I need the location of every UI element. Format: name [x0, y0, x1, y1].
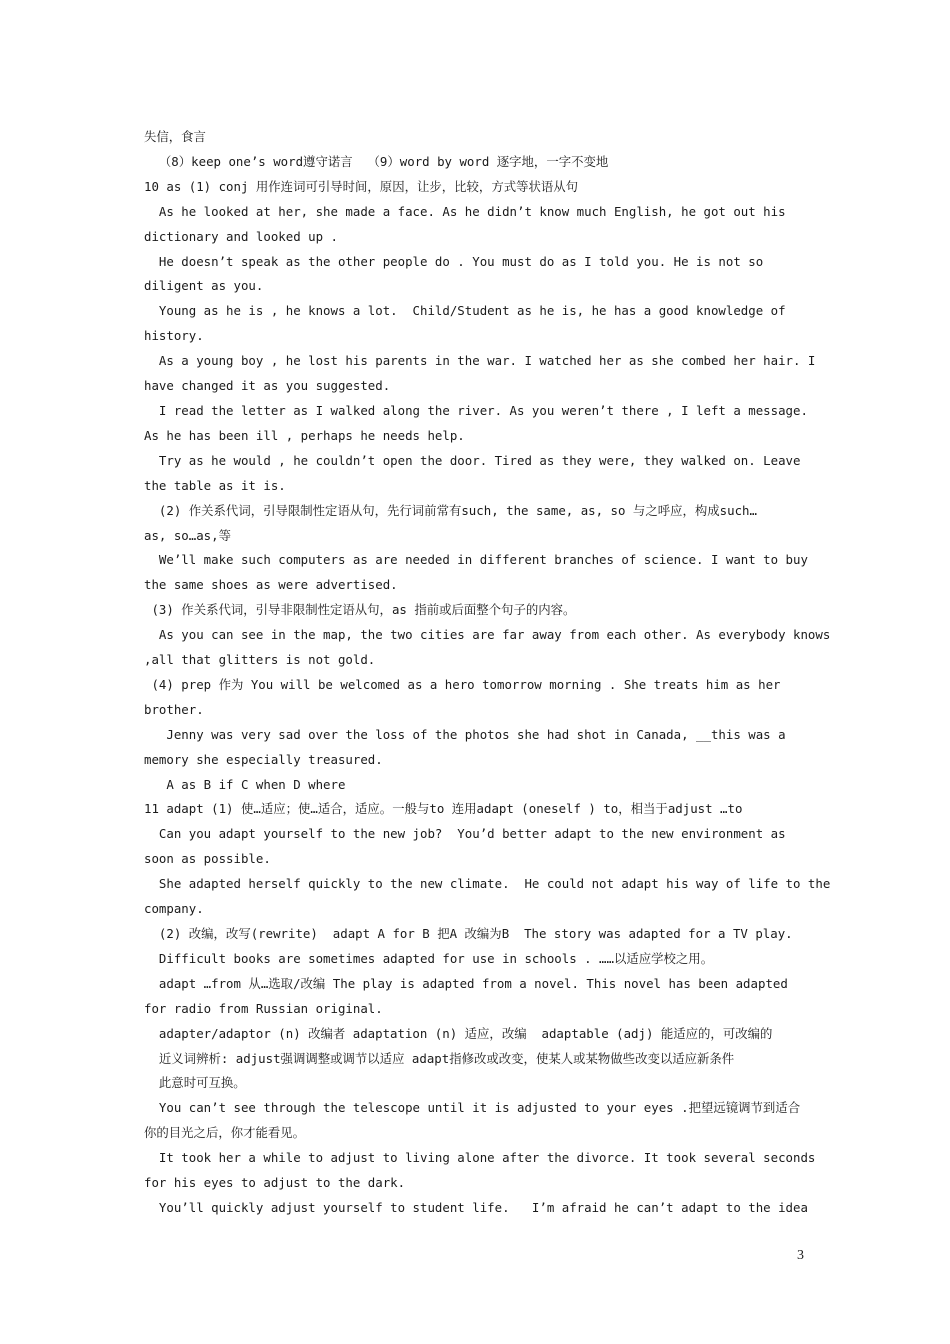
- text-line: the same shoes as were advertised.: [144, 577, 398, 593]
- text-line: soon as possible.: [144, 851, 271, 867]
- text-line: have changed it as you suggested.: [144, 378, 391, 394]
- text-line: (4) prep 作为 You will be welcomed as a hero tomorrow morning . She treats him as her: [144, 676, 781, 692]
- text-line: 11 adapt (1) 使…适应；使…适合，适应。一般与to 连用adapt (oneself ) to，相当于adjust …to: [144, 801, 743, 817]
- text-line: 10 as (1) conj 用作连词可引导时间，原因，让步，比较，方式等状语从句: [144, 178, 579, 194]
- text-line: 失信，食言: [144, 129, 206, 144]
- text-line: I read the letter as I walked along the river. As you weren’t there , I left a message.: [144, 402, 808, 418]
- text-line: ,all that glitters is not gold.: [144, 652, 376, 668]
- text-line: memory she especially treasured.: [144, 751, 383, 767]
- text-line: 你的目光之后，你才能看见。: [144, 1125, 306, 1141]
- text-line: brother.: [144, 701, 204, 717]
- text-line: dictionary and looked up .: [144, 228, 338, 244]
- text-line: 近义词辨析: adjust强调调整或调节以适应 adapt指修改或改变，使某人或某物做些改变以适应新条件: [144, 1050, 735, 1066]
- text-line: for radio from Russian original.: [144, 1000, 383, 1016]
- text-line: adapter/adaptor (n) 改编者 adaptation (n) 适应，改编 adaptable (adj) 能适应的，可改编的: [144, 1025, 773, 1041]
- text-line: As a young boy , he lost his parents in the war. I watched her as she combed her hair. I: [144, 353, 816, 369]
- text-line: As he has been ill , perhaps he needs help.: [144, 427, 465, 443]
- document-body: [144, 125, 831, 1221]
- text-line: As he looked at her, she made a face. As he didn’t know much English, he got out his: [144, 203, 786, 219]
- page-number: 3: [797, 1248, 804, 1263]
- text-line: as, so…as,等: [144, 527, 231, 543]
- text-line: history.: [144, 328, 204, 344]
- text-line: for his eyes to adjust to the dark.: [144, 1175, 406, 1191]
- text-line: Can you adapt yourself to the new job? You’d better adapt to the new environment as: [144, 826, 786, 842]
- text-line: Young as he is , he knows a lot. Child/Student as he is, he has a good knowledge of: [144, 303, 786, 319]
- text-line: A as B if C when D where: [144, 776, 346, 792]
- text-line: Try as he would , he couldn’t open the door. Tired as they were, they walked on. Leave: [144, 452, 801, 468]
- text-line: As you can see in the map, the two cities are far away from each other. As everybody knows: [144, 627, 831, 643]
- text-line: It took her a while to adjust to living alone after the divorce. It took several seconds: [144, 1150, 816, 1166]
- text-line: 此意时可互换。: [144, 1075, 246, 1091]
- text-line: (3) 作关系代词，引导非限制性定语从句，as 指前或后面整个句子的内容。: [144, 602, 576, 618]
- text-line: We’ll make such computers as are needed in different branches of science. I want to buy: [144, 552, 808, 568]
- text-line: (2) 作关系代词，引导限制性定语从句，先行词前常有such, the same, as, so 与之呼应，构成such…: [144, 502, 757, 518]
- text-line: diligent as you.: [144, 278, 264, 294]
- text-line: She adapted herself quickly to the new climate. He could not adapt his way of life to the: [144, 876, 831, 892]
- text-line: adapt …from 从…选取/改编 The play is adapted from a novel. This novel has been adapted: [144, 975, 788, 991]
- text-line: He doesn’t speak as the other people do . You must do as I told you. He is not so: [144, 253, 764, 269]
- text-line: company.: [144, 901, 204, 917]
- text-line: Jenny was very sad over the loss of the photos she had shot in Canada, __this was a: [144, 726, 786, 742]
- text-line: the table as it is.: [144, 477, 286, 493]
- text-line: (2) 改编，改写(rewrite) adapt A for B 把A 改编为B The story was adapted for a TV play.: [144, 926, 793, 941]
- text-line: You can’t see through the telescope until it is adjusted to your eyes .把望远镜调节到适合: [144, 1100, 801, 1116]
- text-line: Difficult books are sometimes adapted for use in schools . ……以适应学校之用。: [144, 950, 714, 966]
- text-line: You’ll quickly adjust yourself to student life. I’m afraid he can’t adapt to the idea: [144, 1199, 808, 1215]
- text-line: （8）keep one’s word遵守诺言 （9）word by word 逐字地，一字不变地: [144, 153, 609, 169]
